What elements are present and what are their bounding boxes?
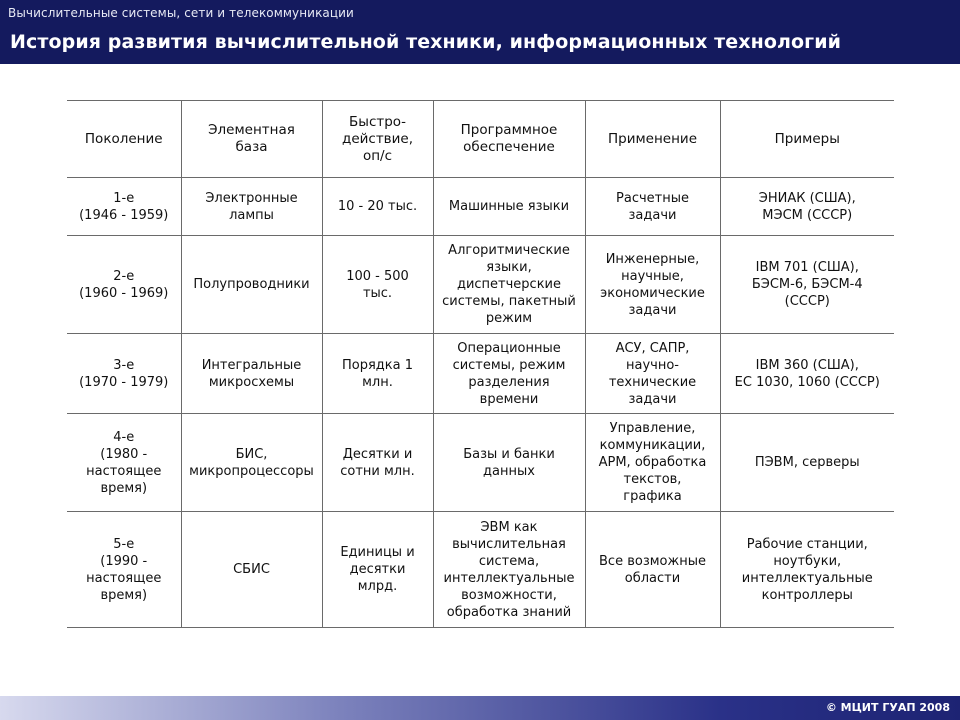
- table-cell: IBM 360 (США), ЕС 1030, 1060 (СССР): [720, 334, 894, 414]
- table-cell: 3-е (1970 - 1979): [79, 357, 169, 390]
- table-cell: Интегральные микросхемы: [181, 334, 322, 414]
- table-cell: Управление, коммуникации, АРМ, обработка текстов, графика: [585, 414, 720, 512]
- table-header-row: [67, 101, 894, 178]
- column-header: Программное обеспечение: [433, 101, 585, 178]
- table-cell: Порядка 1 млн.: [322, 334, 433, 414]
- table-cell: Алгоритмические языки, диспетчерские системы, пакетный режим: [433, 236, 585, 334]
- table-cell: Базы и банки данных: [433, 414, 585, 512]
- table-cell: Рабочие станции, ноутбуки, интеллектуальные контроллеры: [720, 512, 894, 628]
- table-cell: АСУ, САПР, научно- технические задачи: [585, 334, 720, 414]
- table-cell: ЭНИАК (США), МЭСМ (СССР): [720, 178, 894, 236]
- column-header: Применение: [585, 101, 720, 178]
- table-cell: Полупроводники: [181, 236, 322, 334]
- table-row: [67, 334, 894, 414]
- generations-table-container: [67, 100, 894, 628]
- table-row: [67, 414, 894, 512]
- table-cell: ЭВМ как вычислительная система, интеллектуальные возможности, обработка знаний: [433, 512, 585, 628]
- table-cell: Расчетные задачи: [585, 178, 720, 236]
- table-cell: БИС, микропроцессоры: [181, 414, 322, 512]
- table-cell: Электронные лампы: [181, 178, 322, 236]
- table-row: [67, 178, 894, 236]
- generations-table: [67, 100, 894, 628]
- slide-title: История развития вычислительной техники, информационных технологий: [10, 31, 842, 53]
- table-cell: ПЭВМ, серверы: [720, 414, 894, 512]
- table-cell: 5-е (1990 - настоящее время): [86, 536, 162, 603]
- slide-footer: [0, 696, 960, 720]
- column-header: Быстро- действие, оп/с: [322, 101, 433, 178]
- table-cell: СБИС: [181, 512, 322, 628]
- table-cell: Операционные системы, режим разделения времени: [433, 334, 585, 414]
- table-cell: 2-е (1960 - 1969): [79, 268, 169, 301]
- table-cell: Инженерные, научные, экономические задачи: [585, 236, 720, 334]
- table-cell: 10 - 20 тыс.: [322, 178, 433, 236]
- table-cell: Все возможные области: [585, 512, 720, 628]
- table-row: [67, 512, 894, 628]
- column-header: Примеры: [720, 101, 894, 178]
- table-cell: Десятки и сотни млн.: [322, 414, 433, 512]
- table-cell: Машинные языки: [433, 178, 585, 236]
- slide-header: [0, 0, 960, 64]
- table-cell: 100 - 500 тыс.: [322, 236, 433, 334]
- copyright-text: © МЦИТ ГУАП 2008: [825, 701, 950, 714]
- table-cell: IBM 701 (США), БЭСМ-6, БЭСМ-4 (СССР): [720, 236, 894, 334]
- table-cell: Единицы и десятки млрд.: [322, 512, 433, 628]
- table-cell: 1-е (1946 - 1959): [79, 190, 169, 223]
- column-header: Поколение: [84, 130, 163, 147]
- column-header: Элементная база: [181, 101, 322, 178]
- course-name: Вычислительные системы, сети и телекоммуникации: [8, 6, 354, 20]
- table-cell: 4-е (1980 - настоящее время): [86, 429, 162, 496]
- table-row: [67, 236, 894, 334]
